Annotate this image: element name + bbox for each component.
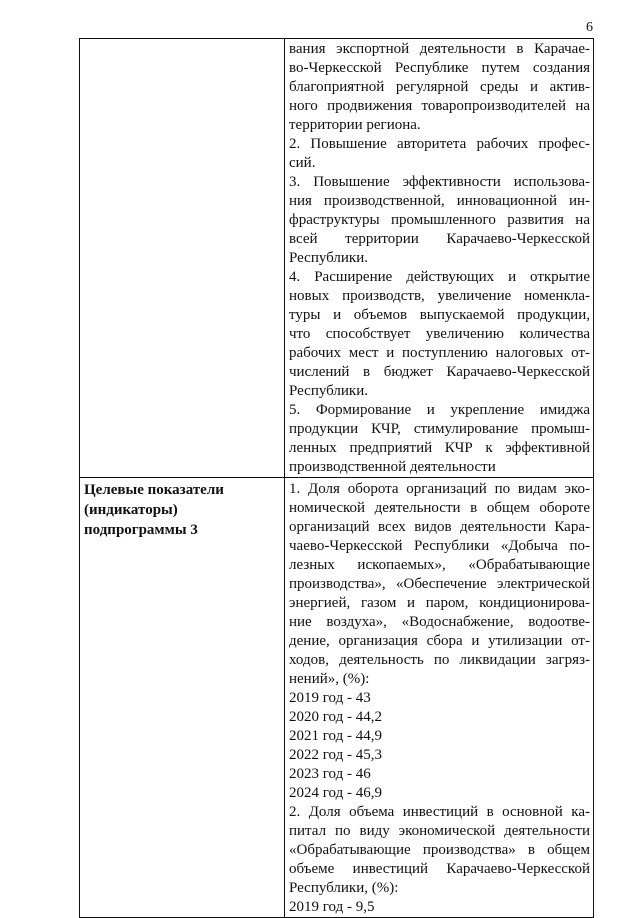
- text-line: нений», (%):: [289, 671, 370, 687]
- program-table: [79, 38, 594, 918]
- text-line: чаево-Черкесской Республики «Добыча по-: [289, 538, 590, 554]
- text-line: 3. Повышение эффективности использова-: [289, 174, 590, 190]
- text-line: что способствует увеличению количества: [289, 326, 590, 342]
- text-line: производства», «Обеспечение электрической: [289, 576, 590, 592]
- text-line: вания экспортной деятельности в Карачае-: [289, 41, 590, 57]
- text-line: 1. Доля оборота организаций по видам эко-: [289, 481, 590, 497]
- text-line: объеме инвестиций Карачаево-Черкесской: [289, 861, 590, 877]
- text-line: фраструктуры промышленного развития на: [289, 212, 590, 228]
- text-line: 2019 год - 9,5: [289, 899, 375, 915]
- text-line: Республики.: [289, 383, 368, 399]
- text-line: 2022 год - 45,3: [289, 747, 382, 763]
- text-line: рабочих мест и поступлению налоговых от-: [289, 345, 590, 361]
- text-line: всей территории Карачаево-Черкесской: [289, 231, 590, 247]
- text-line: 2020 год - 44,2: [289, 709, 382, 725]
- page-number: 6: [586, 20, 593, 35]
- text-line: 2023 год - 46: [289, 766, 371, 782]
- text-line: во-Черкесской Республике путем создания: [289, 60, 590, 76]
- text-line: номической деятельности в общем обороте: [289, 500, 590, 516]
- text-line: новых производств, увеличение номенкла-: [289, 288, 590, 304]
- text-line: территории региона.: [289, 117, 421, 133]
- text-line: энергией, газом и паром, кондиционирова-: [289, 595, 590, 611]
- text-line: 2021 год - 44,9: [289, 728, 382, 744]
- text-line: лезных ископаемых», «Обрабатывающие: [289, 557, 590, 573]
- text-line: питал по виду экономической деятельности: [289, 823, 590, 839]
- text-line: ходов, деятельность по ликвидации загряз-: [289, 652, 590, 668]
- text-line: туры и объемов выпускаемой продукции,: [289, 307, 590, 323]
- row1-label: [80, 39, 284, 41]
- text-line: 4. Расширение действующих и открытие: [289, 269, 590, 285]
- text-line: ния производственной, инновационной ин-: [289, 193, 590, 209]
- text-line: продукции КЧР, стимулирование промыш-: [289, 421, 590, 437]
- text-line: ленных предприятий КЧР к эффективной: [289, 440, 590, 456]
- text-line: дение, организация сбора и утилизации от-: [289, 633, 590, 649]
- text-line: 2. Доля объема инвестиций в основной ка-: [289, 804, 590, 820]
- row1-label-cell: [80, 39, 285, 478]
- text-line: производственной деятельности: [289, 459, 496, 475]
- text-line: сий.: [289, 155, 316, 171]
- row2-content-cell: [285, 478, 594, 918]
- text-line: благоприятной регулярной среды и актив-: [289, 79, 590, 95]
- text-line: числений в бюджет Карачаево-Черкесской: [289, 364, 590, 380]
- row1-content-cell: [285, 39, 594, 478]
- text-line: «Обрабатывающие производства» в общем: [289, 842, 590, 858]
- table-row: [80, 39, 594, 478]
- text-line: организаций всех видов деятельности Кара-: [289, 519, 590, 535]
- row2-label-cell: [80, 478, 285, 918]
- row1-text: [285, 39, 593, 477]
- text-line: Республики.: [289, 250, 368, 266]
- text-line: Республики, (%):: [289, 880, 399, 896]
- table-row: [80, 478, 594, 918]
- text-line: 2. Повышение авторитета рабочих профес-: [289, 136, 590, 152]
- text-line: ного продвижения товаропроизводителей на: [289, 98, 590, 114]
- text-line: 5. Формирование и укрепление имиджа: [289, 402, 590, 418]
- text-line: 2019 год - 43: [289, 690, 371, 706]
- text-line: 2024 год - 46,9: [289, 785, 382, 801]
- row2-label: Целевые показатели (индикаторы) подпрограммы 3: [84, 482, 224, 538]
- text-line: ние воздуха», «Водоснабжение, водоотве-: [289, 614, 590, 630]
- row2-text: [285, 478, 593, 917]
